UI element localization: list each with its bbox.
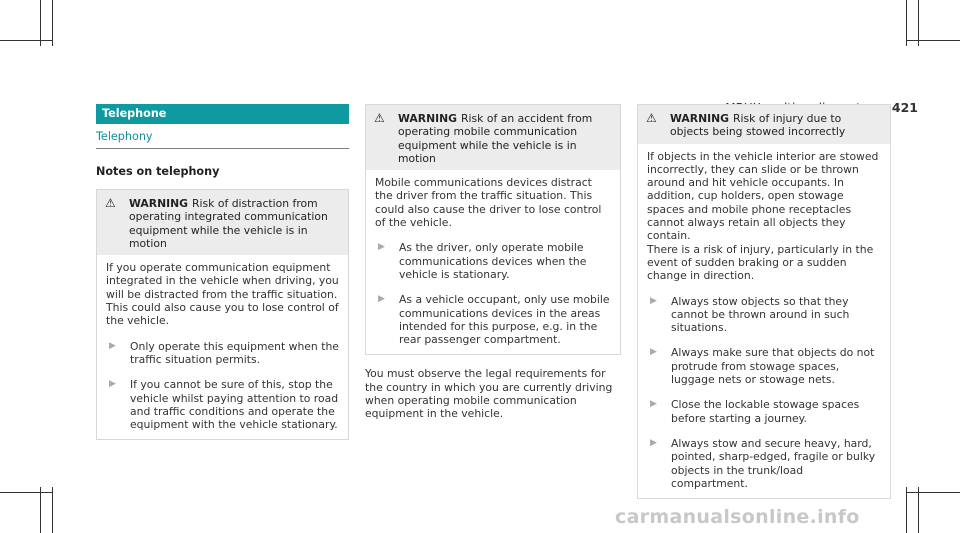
- warning-heading: Risk of an accident from operating mobile communication equipment while the vehicle is in motion: [398, 112, 593, 165]
- crop-mark: [907, 40, 960, 41]
- crop-mark: [0, 40, 53, 41]
- warning-triangle-icon: ⚠: [646, 111, 657, 125]
- crop-mark: [906, 487, 907, 533]
- list-item: [106, 378, 340, 431]
- section-subtitle: Telephony: [96, 124, 349, 149]
- list-item: [647, 295, 882, 335]
- list-item-text: If you cannot be sure of this, stop the vehicle whilst paying attention to road and traffic conditions and operate the equipment with the vehicle stationary.: [130, 378, 339, 432]
- notes-title: Notes on telephony: [96, 165, 220, 178]
- list-item-text: As a vehicle occupant, only use mobile communications devices in the areas intended for this purpose, e.g. in the rear passenger compartment.: [399, 293, 610, 347]
- crop-mark: [0, 492, 53, 493]
- warning-text: If objects in the vehicle interior are stowed incorrectly, they can slide or be thrown around and hit vehicle occupants. In addition, cup holders, open stowage spaces and mobile phone receptacles cannot always retain all objects they contain.: [647, 149, 879, 243]
- warning-text: There is a risk of injury, particularly in the event of sudden braking or a sudden change in direction.: [647, 242, 874, 283]
- warning-label: WARNING: [129, 197, 189, 210]
- right-column: [637, 104, 891, 499]
- warning-body: [366, 170, 620, 354]
- list-item-text: As the driver, only operate mobile communications devices when the vehicle is stationary.: [399, 241, 587, 281]
- bullet-arrow-icon: ▶: [378, 242, 385, 253]
- list-item-text: Always make sure that objects do not protrude from stowage spaces, luggage nets or stowage nets.: [671, 346, 875, 387]
- warning-triangle-icon: ⚠: [374, 111, 385, 125]
- crop-mark: [907, 492, 960, 493]
- list-item: [106, 340, 340, 367]
- middle-column: [365, 104, 621, 421]
- warning-text: Mobile communications devices distract the driver from the traffic situation. This could also cause the driver to lose control of the vehicle.: [375, 176, 602, 230]
- warning-text: If you operate communication equipment integrated in the vehicle when driving, you will be distracted from the traffic situation. This could also cause you to lose control of the vehicle.: [106, 261, 339, 328]
- warning-header: [97, 190, 348, 255]
- warning-triangle-icon: ⚠: [105, 196, 116, 210]
- bullet-arrow-icon: ▶: [109, 340, 116, 351]
- crop-mark: [918, 487, 919, 533]
- bullet-arrow-icon: ▶: [109, 379, 116, 390]
- crop-mark: [52, 487, 53, 533]
- bullet-arrow-icon: ▶: [650, 347, 657, 358]
- bullet-arrow-icon: ▶: [650, 437, 657, 448]
- legal-paragraph: You must observe the legal requirements for the country in which you are currently driving when operating mobile communication equipment in the vehicle.: [365, 367, 613, 421]
- warning-label: WARNING: [398, 112, 458, 125]
- list-item: [375, 293, 612, 346]
- page-number: 421: [891, 100, 918, 115]
- list-item: [375, 241, 612, 281]
- warning-label: WARNING: [670, 112, 730, 125]
- warning-header: [366, 105, 620, 170]
- section-bar: Telephone: [96, 104, 349, 124]
- warning-box: [96, 189, 349, 440]
- warning-heading: Risk of distraction from operating integrated communication equipment while the vehicle is in motion: [129, 197, 328, 250]
- warning-box: [365, 104, 621, 355]
- warning-body: [97, 255, 348, 439]
- list-item-text: Always stow objects so that they cannot be thrown around in such situations.: [671, 294, 850, 335]
- list-item-text: Only operate this equipment when the traffic situation permits.: [130, 339, 339, 366]
- crop-mark: [40, 487, 41, 533]
- bullet-arrow-icon: ▶: [378, 294, 385, 305]
- list-item: [647, 346, 882, 386]
- list-item-text: Always stow and secure heavy, hard, pointed, sharp-edged, fragile or bulky objects in the trunk/load compartment.: [671, 436, 876, 490]
- warning-header: [638, 105, 890, 144]
- list-item: [647, 437, 882, 490]
- list-item-text: Close the lockable stowage spaces before starting a journey.: [671, 398, 860, 425]
- warning-box: [637, 104, 891, 499]
- warning-body: [638, 144, 890, 499]
- list-item: [647, 398, 882, 425]
- watermark: carmanualsonline.info: [615, 506, 860, 528]
- bullet-arrow-icon: ▶: [650, 399, 657, 410]
- left-column: [96, 104, 349, 440]
- bullet-arrow-icon: ▶: [650, 295, 657, 306]
- warning-heading: Risk of injury due to objects being stowed incorrectly: [670, 112, 846, 139]
